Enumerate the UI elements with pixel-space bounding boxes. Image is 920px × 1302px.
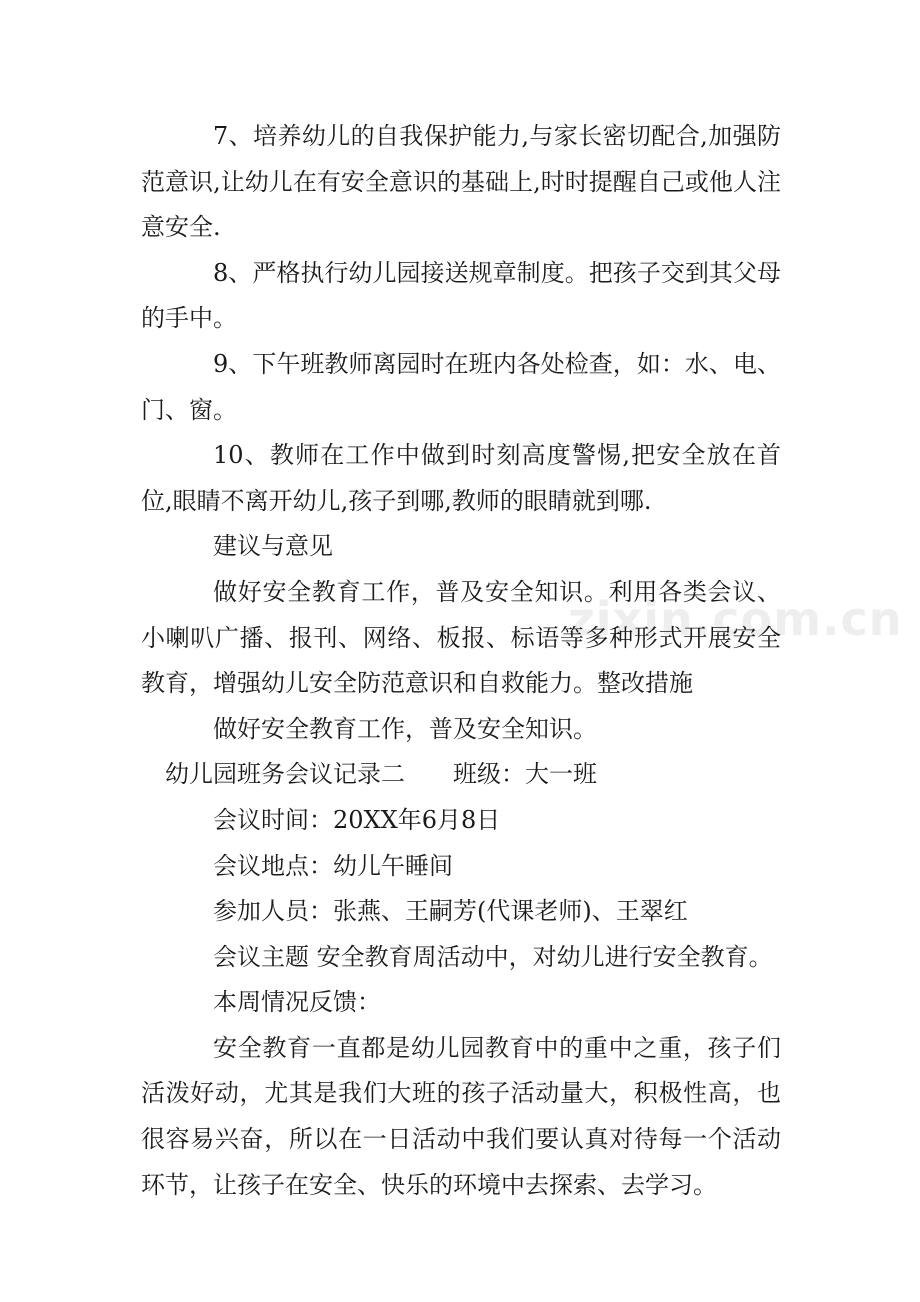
suggestions-paragraph: 做好安全教育工作，普及安全知识。利用各类会议、小喇叭广播、报刊、网络、板报、标语等多种形式开展安全教育，增强幼儿安全防范意识和自救能力。整改措施 — [141, 577, 781, 698]
meeting-attendees: 参加人员：张燕、王嗣芳(代课老师)、王翠红 — [213, 897, 688, 926]
meeting-topic: 会议主题 安全教育周活动中，对幼儿进行安全教育。 — [213, 942, 773, 971]
meeting-place: 会议地点：幼儿午睡间 — [213, 851, 453, 880]
suggestions-heading: 建议与意见 — [213, 532, 333, 561]
meeting-record-heading: 幼儿园班务会议记录二 班级：大一班 — [165, 760, 597, 789]
paragraph-item-9: 9、下午班教师离园时在班内各处检查，如：水、电、门、窗。 — [141, 349, 781, 424]
meeting-time: 会议时间：20XX年6月8日 — [213, 805, 501, 834]
feedback-paragraph: 安全教育一直都是幼儿园教育中的重中之重，孩子们活泼好动，尤其是我们大班的孩子活动量大，积极性高，也很容易兴奋，所以在一日活动中我们要认真对待每一个活动环节，让孩子在安全、快乐的环境中去探索、去学习。 — [141, 1033, 781, 1199]
paragraph-item-7: 7、培养幼儿的自我保护能力,与家长密切配合,加强防范意识,让幼儿在有安全意识的基础上,时时提醒自己或他人注意安全. — [141, 122, 781, 242]
document-body — [141, 114, 781, 1208]
rectification-paragraph: 做好安全教育工作，普及安全知识。 — [213, 714, 597, 743]
feedback-label: 本周情况反馈： — [213, 988, 381, 1017]
paragraph-item-10: 10、教师在工作中做到时刻高度警惕,把安全放在首位,眼睛不离开幼儿,孩子到哪,教师的眼睛就到哪. — [141, 441, 781, 515]
watermark: zixin.com.cn — [568, 592, 903, 646]
paragraph-item-8: 8、严格执行幼儿园接送规章制度。把孩子交到其父母的手中。 — [141, 258, 781, 333]
